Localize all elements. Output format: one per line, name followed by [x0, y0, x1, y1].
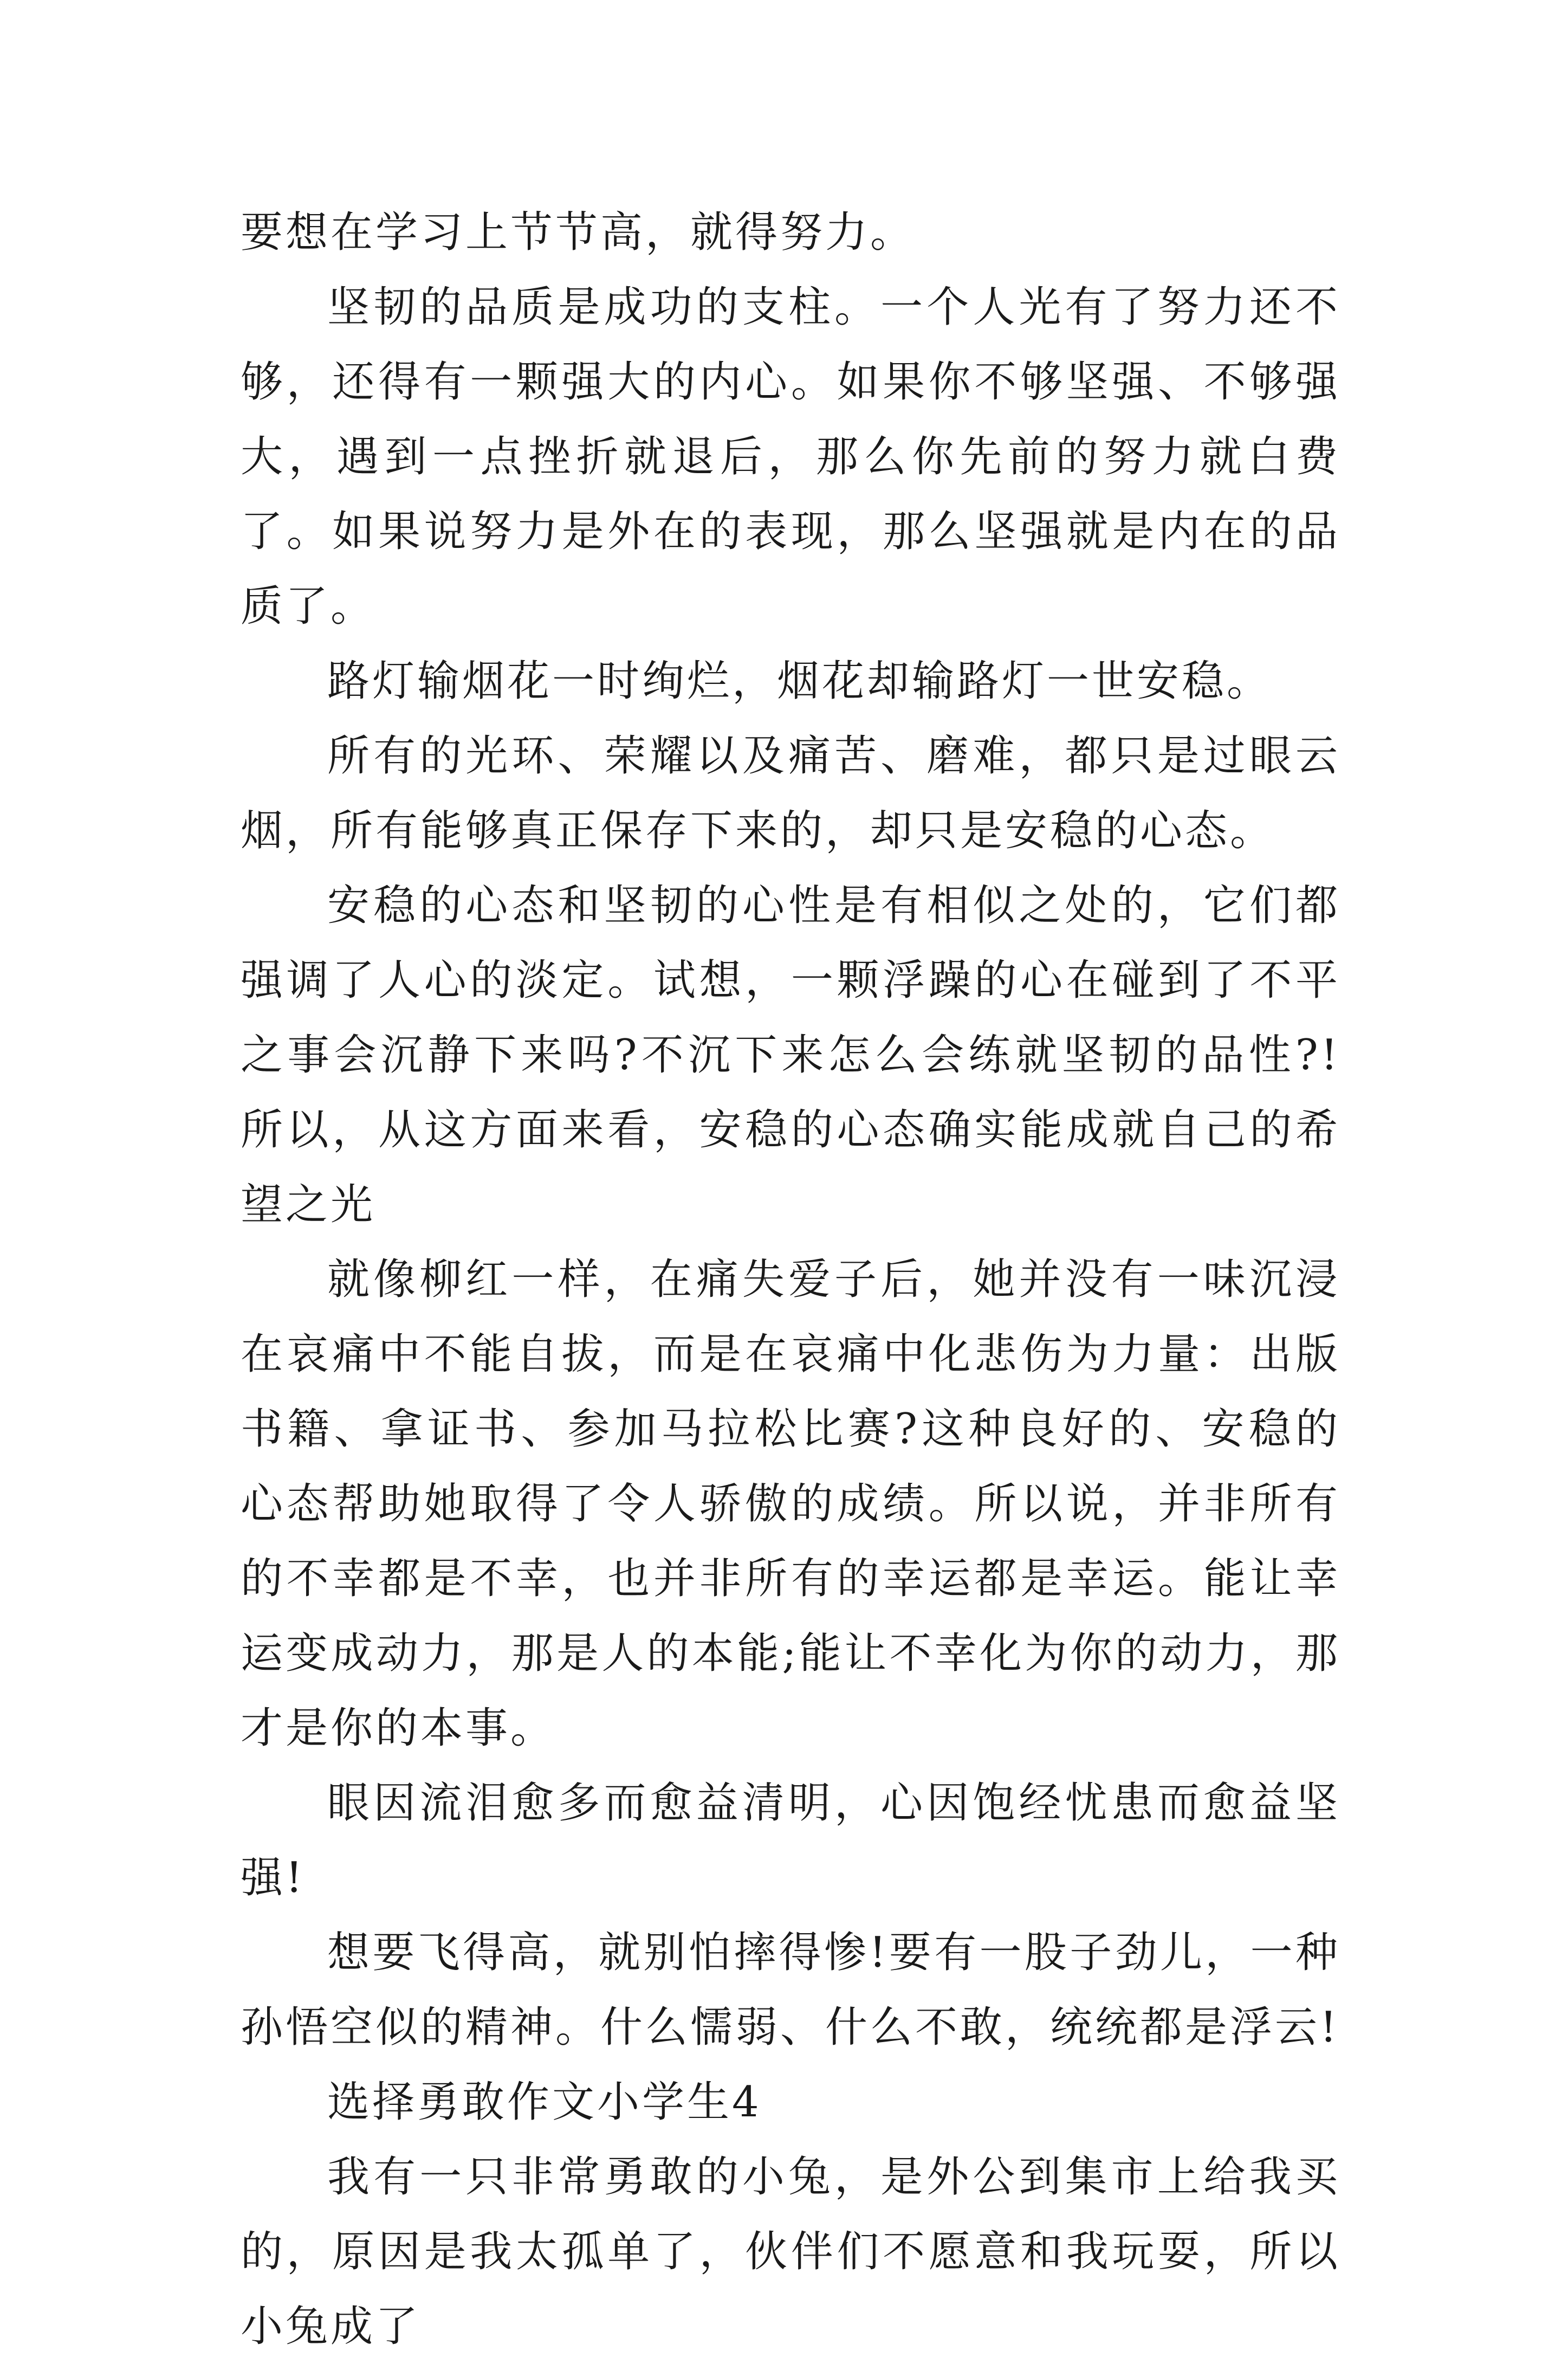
paragraph-3: 路灯输烟花一时绚烂，烟花却输路灯一世安稳。: [327, 657, 1272, 706]
paragraph-6: 就像柳红一样，在痛失爱子后，她并没有一味沉浸在哀痛中不能自拔，而是在哀痛中化悲伤为力量：出版书籍、拿证书、参加马拉松比赛?这种良好的、安稳的心态帮助她取得了令人骄傲的成绩。所以说，并非所有的不幸都是不幸，也并非所有的幸运都是幸运。能让幸运变成动力，那是人的本能;能让不幸化为你的动力，那才是你的本事。: [241, 1255, 1340, 1753]
document-body: [241, 195, 1340, 2364]
paragraph-4: 所有的光环、荣耀以及痛苦、磨难，都只是过眼云烟，所有能够真正保存下来的，却只是安稳的心态。: [241, 732, 1340, 855]
paragraph-5: 安稳的心态和坚韧的心性是有相似之处的，它们都强调了人心的淡定。试想，一颗浮躁的心在碰到了不平之事会沉静下来吗?不沉下来怎么会练就坚韧的品性?!所以，从这方面来看，安稳的心态确实能成就自己的希望之光: [241, 881, 1340, 1229]
paragraph-8: 想要飞得高，就别怕摔得惨!要有一股子劲儿，一种孙悟空似的精神。什么懦弱、什么不敢，统统都是浮云!: [241, 1928, 1340, 2052]
section-heading: 选择勇敢作文小学生4: [327, 2078, 762, 2127]
paragraph-9: 我有一只非常勇敢的小兔，是外公到集市上给我买的，原因是我太孤单了，伙伴们不愿意和我玩耍，所以小兔成了: [241, 2153, 1340, 2351]
paragraph-7: 眼因流泪愈多而愈益清明，心因饱经忧患而愈益坚强!: [241, 1779, 1340, 1902]
paragraph-2: 坚韧的品质是成功的支柱。一个人光有了努力还不够，还得有一颗强大的内心。如果你不够坚强、不够强大，遇到一点挫折就退后，那么你先前的努力就白费了。如果说努力是外在的表现，那么坚强就是内在的品质了。: [241, 283, 1340, 631]
paragraph-1: 要想在学习上节节高，就得努力。: [241, 208, 916, 257]
